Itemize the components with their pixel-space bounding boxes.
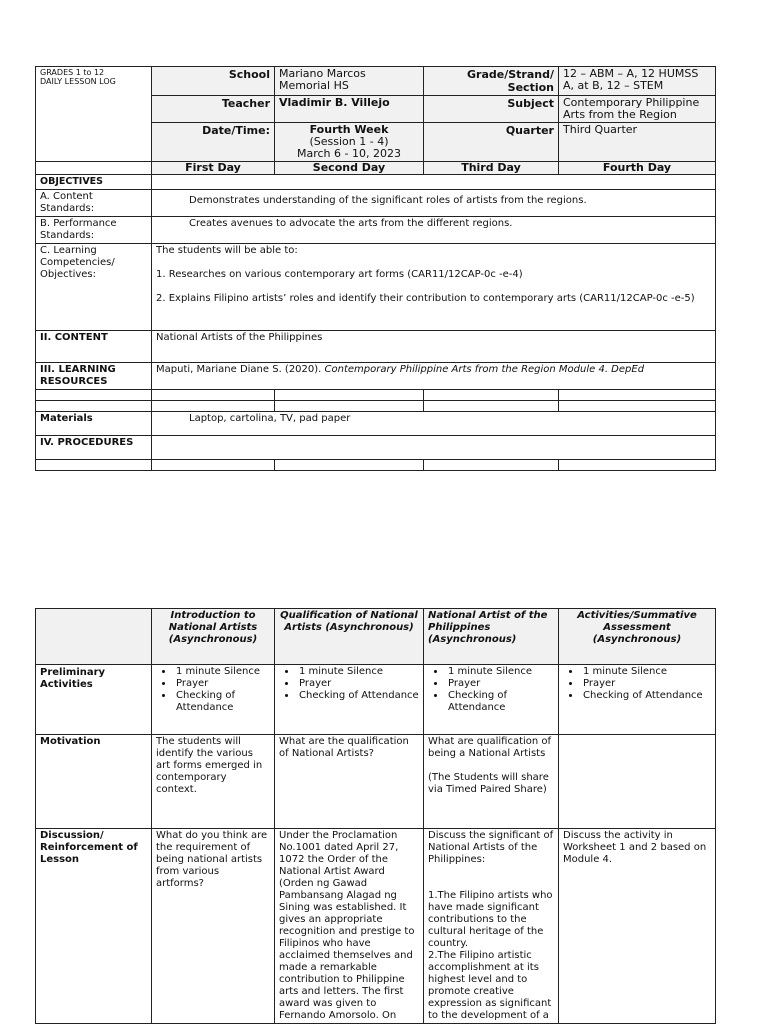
materials-text: Laptop, cartolina, TV, pad paper bbox=[152, 412, 716, 436]
quarter-value: Third Quarter bbox=[559, 123, 716, 162]
discussion-day-3-intro: Discuss the significant of National Artists of the Philippines: bbox=[428, 830, 554, 865]
discussion-day-3-point-1: 1.The Filipino artists who have made significant contributions to the cultural heritage of the country. bbox=[428, 890, 553, 949]
performance-standards-label-2: Standards: bbox=[40, 230, 95, 241]
column-header-1: Introduction to National Artists (Asynchronous) bbox=[152, 609, 275, 665]
list-item: • 1 minute Silence bbox=[446, 666, 554, 678]
resources-label-1: III. LEARNING bbox=[40, 364, 116, 375]
motivation-day-3 bbox=[424, 735, 559, 829]
column-header-4: Activities/Summative Assessment (Asynchronous) bbox=[559, 609, 716, 665]
resources-author: Maputi, Mariane Diane S. (2020). bbox=[156, 364, 325, 375]
subject-label: Subject bbox=[424, 96, 559, 123]
date-week: Fourth Week bbox=[309, 123, 389, 136]
performance-standards-label-1: B. Performance bbox=[40, 218, 117, 229]
preliminary-day-4 bbox=[559, 665, 716, 735]
subject-value-line-2: Arts from the Region bbox=[563, 108, 677, 121]
preliminary-list-4 bbox=[563, 666, 711, 702]
date-range: March 6 - 10, 2023 bbox=[297, 147, 401, 160]
day-header-3: Third Day bbox=[424, 162, 559, 175]
blank-row-a-1 bbox=[152, 390, 275, 401]
competencies-label-1: C. Learning bbox=[40, 245, 97, 256]
preliminary-day-2 bbox=[275, 665, 424, 735]
school-label: School bbox=[152, 67, 275, 96]
column-header-3: National Artist of the Philippines (Asynchronous) bbox=[424, 609, 559, 665]
objectives-blank bbox=[152, 175, 716, 190]
resources-label-2: RESOURCES bbox=[40, 376, 108, 387]
preliminary-day-3 bbox=[424, 665, 559, 735]
discussion-day-3 bbox=[424, 829, 559, 1024]
school-value bbox=[275, 67, 424, 96]
list-item: • 1 minute Silence bbox=[581, 666, 711, 678]
content-standards-label-2: Standards: bbox=[40, 203, 95, 214]
quarter-label: Quarter bbox=[424, 123, 559, 162]
date-label: Date/Time: bbox=[152, 123, 275, 162]
grade-value-line-1: 12 – ABM – A, 12 HUMSS bbox=[563, 67, 699, 80]
motivation-day-3-question: What are qualification of being a National Artists bbox=[428, 736, 552, 759]
performance-standards-label bbox=[36, 217, 152, 244]
teacher-label: Teacher bbox=[152, 96, 275, 123]
content-label: II. CONTENT bbox=[36, 331, 152, 363]
competency-2: 2. Explains Filipino artists’ roles and identify their contribution to contemporary arts (CAR11/12CAP-0c -e-5) bbox=[156, 293, 695, 304]
blank-row-b-2 bbox=[275, 401, 424, 412]
day-header-blank bbox=[36, 162, 152, 175]
resources-title: Contemporary Philippine Arts from the Region Module 4. DepEd bbox=[324, 364, 645, 375]
blank-row-b-1 bbox=[152, 401, 275, 412]
discussion-day-1: What do you think are the requirement of being national artists from various artforms? bbox=[152, 829, 275, 1024]
discussion-label: Discussion/ Reinforcement of Lesson bbox=[36, 829, 152, 1024]
competencies-text bbox=[152, 244, 716, 331]
resources-text bbox=[152, 363, 716, 390]
log-title-cell bbox=[36, 67, 152, 162]
list-item: • 1 minute Silence bbox=[174, 666, 270, 678]
list-item: • Checking of Attendance bbox=[446, 690, 554, 714]
preliminary-day-1 bbox=[152, 665, 275, 735]
motivation-day-1: The students will identify the various art forms emerged in contemporary context. bbox=[152, 735, 275, 829]
blank-row-a-3 bbox=[424, 390, 559, 401]
motivation-day-3-note: (The Students will share via Timed Paired Share) bbox=[428, 772, 549, 795]
blank-row-a-2 bbox=[275, 390, 424, 401]
blank-row-a-0 bbox=[36, 390, 152, 401]
subject-value bbox=[559, 96, 716, 123]
content-standards-label-1: A. Content bbox=[40, 191, 93, 202]
blank-row-c-1 bbox=[152, 460, 275, 471]
blank-row-b-3 bbox=[424, 401, 559, 412]
grade-label-line-2: Section bbox=[507, 81, 554, 94]
day-header-2: Second Day bbox=[275, 162, 424, 175]
preliminary-list-2 bbox=[279, 666, 419, 702]
blank-row-c-3 bbox=[424, 460, 559, 471]
teacher-value: Vladimir B. Villejo bbox=[275, 96, 424, 123]
grade-value-line-2: A, at B, 12 – STEM bbox=[563, 79, 664, 92]
preliminary-list-1 bbox=[156, 666, 270, 714]
day-header-1: First Day bbox=[152, 162, 275, 175]
competencies-label-3: Objectives: bbox=[40, 269, 96, 280]
day-header-4: Fourth Day bbox=[559, 162, 716, 175]
procedures-blank bbox=[152, 436, 716, 460]
list-item: • Checking of Attendance bbox=[581, 690, 711, 702]
competencies-intro: The students will be able to: bbox=[156, 245, 298, 256]
objectives-heading: OBJECTIVES bbox=[36, 175, 152, 190]
content-text: National Artists of the Philippines bbox=[152, 331, 716, 363]
blank-row-c-4 bbox=[559, 460, 716, 471]
blank-row-b-4 bbox=[559, 401, 716, 412]
grade-label bbox=[424, 67, 559, 96]
list-item: • Prayer bbox=[581, 678, 711, 690]
list-item: • Prayer bbox=[297, 678, 419, 690]
procedures-label: IV. PROCEDURES bbox=[36, 436, 152, 460]
log-title-line-1: GRADES 1 to 12 bbox=[40, 68, 105, 77]
procedures-table bbox=[35, 608, 716, 1024]
resources-label bbox=[36, 363, 152, 390]
competencies-label bbox=[36, 244, 152, 331]
date-value bbox=[275, 123, 424, 162]
lesson-log-header-table bbox=[35, 66, 716, 471]
list-item: • Checking of Attendance bbox=[174, 690, 270, 714]
list-item: • Checking of Attendance bbox=[297, 690, 419, 702]
blank-row-c-2 bbox=[275, 460, 424, 471]
discussion-day-3-point-2: 2.The Filipino artistic accomplishment at its highest level and to promote creative expression as significant to the development of a bbox=[428, 950, 552, 1021]
competency-1: 1. Researches on various contemporary art forms (CAR11/12CAP-0c -e-4) bbox=[156, 269, 523, 280]
grade-label-line-1: Grade/Strand/ bbox=[467, 68, 554, 81]
list-item: • Prayer bbox=[174, 678, 270, 690]
discussion-day-2: Under the Proclamation No.1001 dated April 27, 1072 the Order of the National Artist Award (Orden ng Gawad Pambansang Alagad ng Sining was established. It gives an appropriate recognition and prestige to Filipinos who have acclaimed themselves and made a remarkable contribution to Philippine arts and letters. The first award was given to Fernando Amorsolo. On bbox=[275, 829, 424, 1024]
log-title-line-2: DAILY LESSON LOG bbox=[40, 77, 116, 86]
motivation-day-4 bbox=[559, 735, 716, 829]
motivation-day-2: What are the qualification of National Artists? bbox=[275, 735, 424, 829]
motivation-label: Motivation bbox=[36, 735, 152, 829]
blank-row-c-0 bbox=[36, 460, 152, 471]
discussion-day-4: Discuss the activity in Worksheet 1 and 2 based on Module 4. bbox=[559, 829, 716, 1024]
blank-row-a-4 bbox=[559, 390, 716, 401]
column-header-2: Qualification of National Artists (Asynchronous) bbox=[275, 609, 424, 665]
procedures-header-blank bbox=[36, 609, 152, 665]
preliminary-list-3 bbox=[428, 666, 554, 714]
blank-row-b-0 bbox=[36, 401, 152, 412]
school-value-line-1: Mariano Marcos bbox=[279, 67, 366, 80]
preliminary-label: Preliminary Activities bbox=[36, 665, 152, 735]
subject-value-line-1: Contemporary Philippine bbox=[563, 96, 700, 109]
school-value-line-2: Memorial HS bbox=[279, 79, 349, 92]
competencies-label-2: Competencies/ bbox=[40, 257, 115, 268]
materials-label: Materials bbox=[36, 412, 152, 436]
grade-value bbox=[559, 67, 716, 96]
content-standards-text: Demonstrates understanding of the significant roles of artists from the regions. bbox=[152, 190, 716, 217]
list-item: • 1 minute Silence bbox=[297, 666, 419, 678]
list-item: • Prayer bbox=[446, 678, 554, 690]
date-session: (Session 1 - 4) bbox=[309, 135, 389, 148]
performance-standards-text: Creates avenues to advocate the arts from the different regions. bbox=[152, 217, 716, 244]
content-standards-label bbox=[36, 190, 152, 217]
